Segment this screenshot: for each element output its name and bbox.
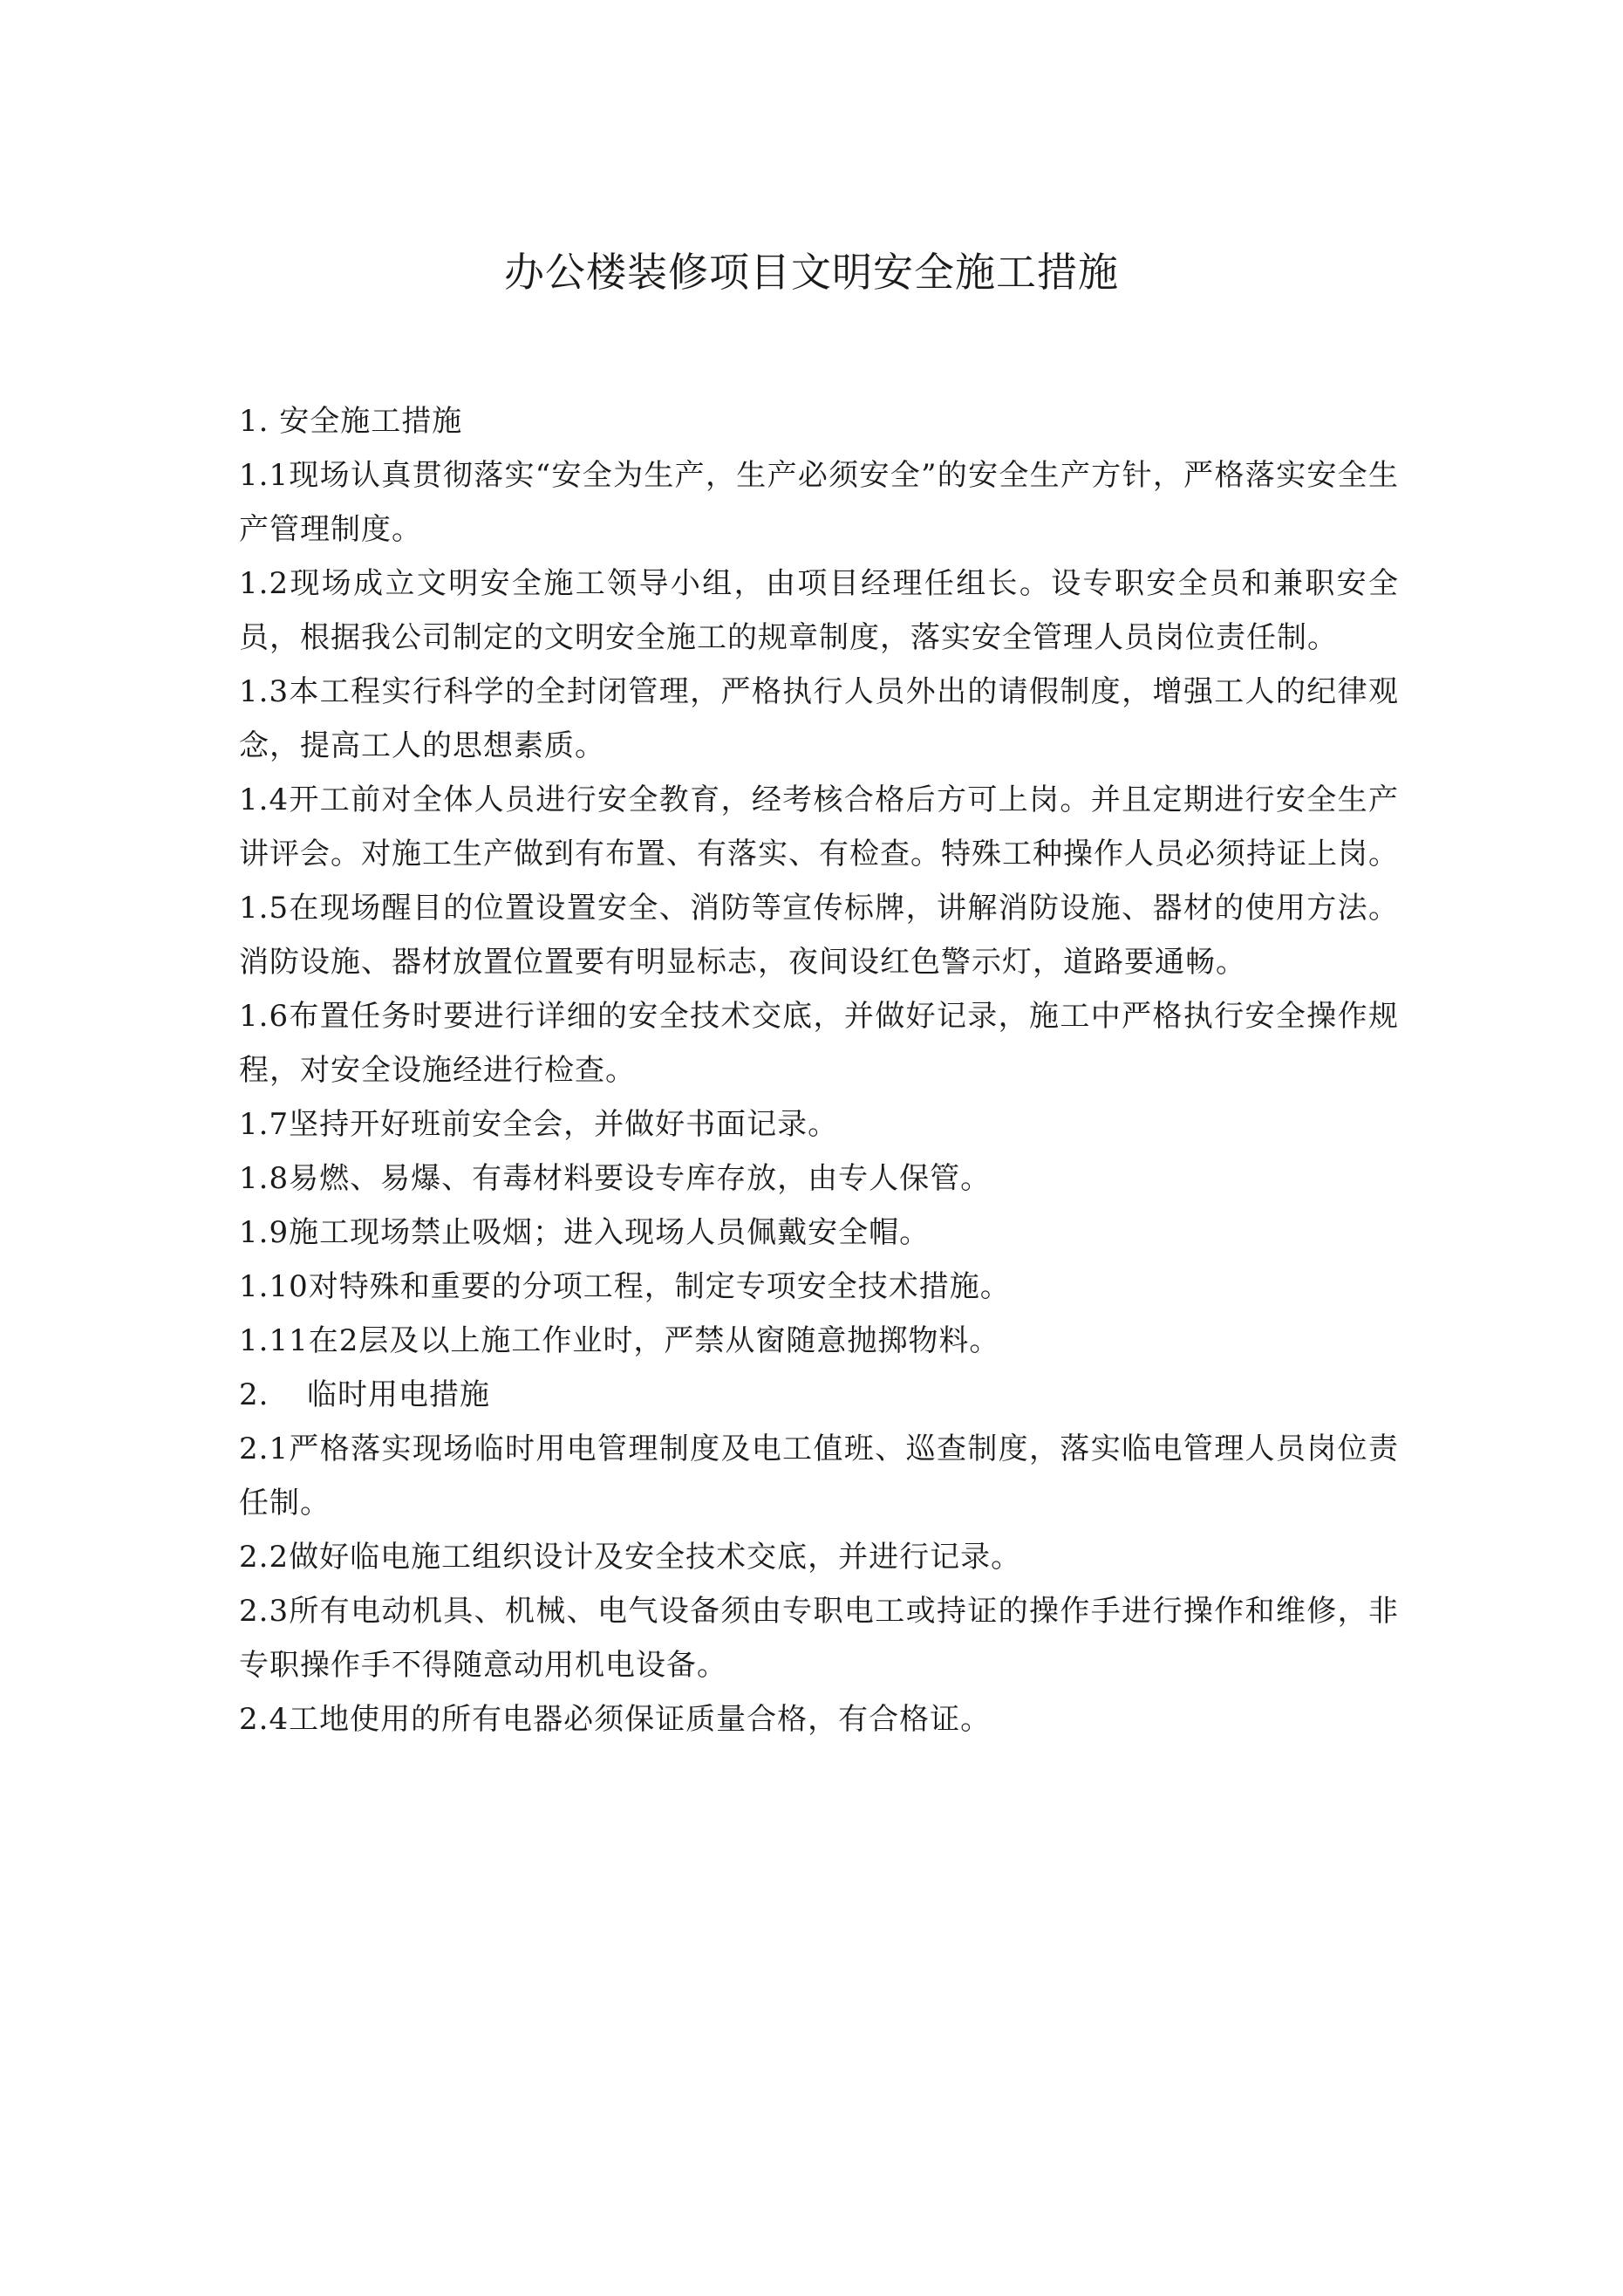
paragraph-2-4: 2.4工地使用的所有电器必须保证质量合格，有合格证。 [239,1702,992,1737]
paragraph-1-8: 1.8易燃、易爆、有毒材料要设专库存放，由专人保管。 [239,1161,992,1196]
paragraph-2-1: 2.1严格落实现场临时用电管理制度及电工值班、巡查制度，落实临电管理人员岗位责任制。 [239,1432,1399,1520]
paragraph-1-1: 1.1现场认真贯彻落实“安全为生产，生产必须安全”的安全生产方针，严格落实安全生产管理制度。 [239,458,1399,547]
paragraph-1-11: 1.11在2层及以上施工作业时，严禁从窗随意抛掷物料。 [239,1323,1000,1358]
section-heading-2 [239,1368,1399,1422]
paragraph-1-10: 1.10对特殊和重要的分项工程，制定专项安全技术措施。 [239,1269,1011,1304]
section-2-number: 2. [239,1377,269,1412]
paragraph-2-2: 2.2做好临电施工组织设计及安全技术交底，并进行记录。 [239,1540,1022,1575]
document-body [239,394,1399,1746]
paragraph-2-3: 2.3所有电动机具、机械、电气设备须由专职电工或持证的操作手进行操作和维修，非专职操作手不得随意动用机电设备。 [239,1594,1399,1683]
paragraph-1-9: 1.9施工现场禁止吸烟；进入现场人员佩戴安全帽。 [239,1215,931,1250]
paragraph-1-3: 1.3本工程实行科学的全封闭管理，严格执行人员外出的请假制度，增强工人的纪律观念，提高工人的思想素质。 [239,674,1399,763]
paragraph-1-2: 1.2现场成立文明安全施工领导小组，由项目经理任组长。设专职安全员和兼职安全员，根据我公司制定的文明安全施工的规章制度，落实安全管理人员岗位责任制。 [239,566,1399,655]
section-2-title: 临时用电措施 [307,1377,490,1412]
paragraph-1-5: 1.5在现场醒目的位置设置安全、消防等宣传标牌，讲解消防设施、器材的使用方法。消防设施、器材放置位置要有明显标志，夜间设红色警示灯，道路要通畅。 [239,891,1399,980]
paragraph-1-4: 1.4开工前对全体人员进行安全教育，经考核合格后方可上岗。并且定期进行安全生产讲评会。对施工生产做到有布置、有落实、有检查。特殊工种操作人员必须持证上岗。 [239,782,1399,871]
paragraph-1-6: 1.6布置任务时要进行详细的安全技术交底，并做好记录，施工中严格执行安全操作规程，对安全设施经进行检查。 [239,999,1399,1088]
section-heading-1: 1. 安全施工措施 [239,404,463,439]
paragraph-1-7: 1.7坚持开好班前安全会，并做好书面记录。 [239,1107,839,1142]
document-title: 办公楼装修项目文明安全施工措施 [504,249,1119,296]
